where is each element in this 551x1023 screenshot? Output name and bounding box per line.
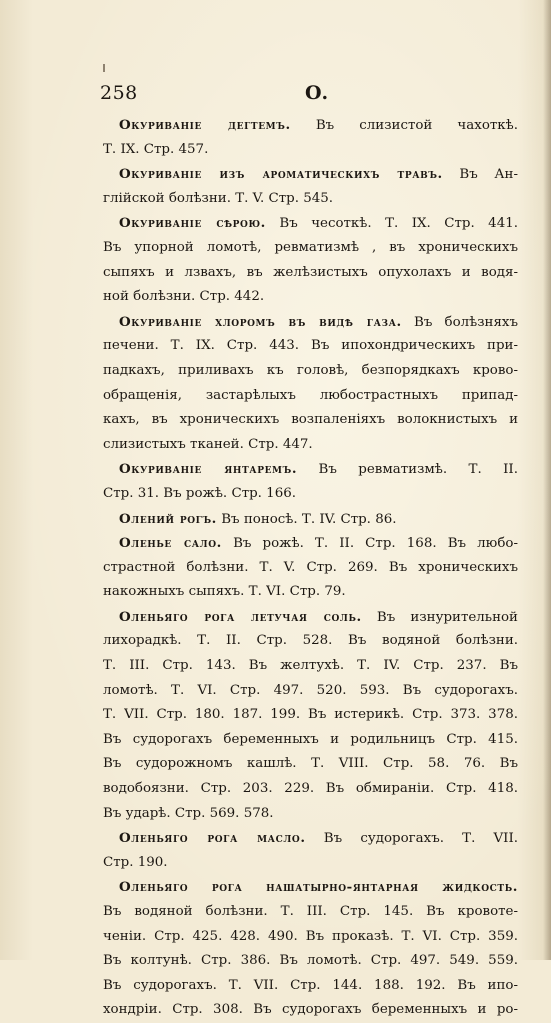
entry-text: Въ поносѣ. Т. IV. Стр. 86. xyxy=(216,511,397,527)
index-entry xyxy=(103,162,518,211)
entry-line xyxy=(103,507,518,532)
entry-line xyxy=(103,531,518,556)
index-entry xyxy=(103,507,518,532)
running-header xyxy=(100,82,520,112)
entry-line xyxy=(103,310,518,335)
entry-text: Въ чесоткѣ. Т. IX. Стр. 441. xyxy=(265,216,518,232)
entry-headword: Оленьяго рога масло. xyxy=(119,830,306,847)
index-text-block xyxy=(103,113,518,1023)
entry-line: Стр. 31. Въ рожѣ. Стр. 166. xyxy=(103,485,297,501)
entry-line: ной болѣзни. Стр. 442. xyxy=(103,289,265,305)
entry-line: Въ упорной ломотѣ, ревматизмѣ , въ хроническихъ xyxy=(103,239,518,255)
entry-line: глійской болѣзни. Т. V. Стр. 545. xyxy=(103,190,334,206)
entry-line: ломотѣ. Т. VI. Стр. 497. 520. 593. Въ судорогахъ. xyxy=(103,682,518,698)
index-entry xyxy=(103,211,518,309)
entry-line: падкахъ, приливахъ къ головѣ, безпорядкахъ крово- xyxy=(103,362,518,378)
entry-line: Въ судорогахъ беременныхъ и родильницъ Стр. 415. xyxy=(103,731,518,747)
entry-text: Въ изнурительной xyxy=(361,609,518,625)
entry-line: Стр. 190. xyxy=(103,854,168,870)
entry-line: Въ судорогахъ. Т. VII. Стр. 144. 188. 192. Въ ипо- xyxy=(103,977,518,993)
entry-line: Т. III. Стр. 143. Въ желтухѣ. Т. IV. Стр. 237. Въ xyxy=(103,658,518,674)
entry-line xyxy=(103,875,518,900)
entry-headword: Оленье сало. xyxy=(119,535,222,552)
entry-headword: Окуриваніе сѣрою. xyxy=(119,215,266,232)
entry-line: ченіи. Стр. 425. 428. 490. Въ проказѣ. Т. VI. Стр. 359. xyxy=(103,928,518,944)
entry-headword: Окуриваніе хлоромъ въ видѣ газа. xyxy=(119,313,402,330)
entry-headword: Оленьяго рога нашатырно-янтарная жидкость. xyxy=(119,879,518,896)
entry-line: Т. IX. Стр. 457. xyxy=(103,141,209,157)
index-entry xyxy=(103,826,518,875)
entry-line: Въ судорожномъ кашлѣ. Т. VIII. Стр. 58. 76. Въ xyxy=(103,756,518,772)
page-edge-shadow xyxy=(543,0,551,960)
entry-line: сыпяхъ и лзвахъ, въ желѣзистыхъ опухолахъ и водя- xyxy=(103,264,518,280)
entry-line: накожныхъ сыпяхъ. Т. VI. Стр. 79. xyxy=(103,584,346,600)
entry-text: Въ слизистой чахоткѣ. xyxy=(290,118,518,133)
entry-line: хондріи. Стр. 308. Въ судорогахъ беременныхъ и ро- xyxy=(103,1002,518,1018)
entry-line: Въ водяной болѣзни. Т. III. Стр. 145. Въ кровоте- xyxy=(103,904,518,919)
entry-text: Въ ревматизмѣ. Т. II. xyxy=(297,462,518,478)
entry-headword: Окуриваніе изъ ароматическихъ травъ. xyxy=(119,166,443,183)
entry-line: печени. Т. IX. Стр. 443. Въ ипохондрическихъ при- xyxy=(103,338,518,354)
entry-headword: Окуриваніе янтаремъ. xyxy=(119,461,298,478)
entry-line: страстной болѣзни. Т. V. Стр. 269. Въ хроническихъ xyxy=(103,559,518,575)
entry-line xyxy=(103,605,518,630)
index-entry xyxy=(103,875,518,1023)
entry-line: водобоязни. Стр. 203. 229. Въ обмираніи. Стр. 418. xyxy=(103,781,518,797)
entry-line: Въ ударѣ. Стр. 569. 578. xyxy=(103,805,274,821)
entry-line: кахъ, въ хроническихъ возпаленіяхъ волокнистыхъ и xyxy=(103,412,518,428)
entry-line xyxy=(103,113,518,138)
entry-text: Въ рожѣ. Т. II. Стр. 168. Въ любо- xyxy=(221,536,518,552)
entry-line: слизистыхъ ткaней. Стр. 447. xyxy=(103,436,313,452)
index-entry xyxy=(103,113,518,162)
entry-line xyxy=(103,211,518,236)
entry-headword: Олений рогъ. xyxy=(119,510,217,527)
index-entry xyxy=(103,531,518,605)
entry-line: лихорадкѣ. Т. II. Стр. 528. Въ водяной болѣзни. xyxy=(103,633,518,649)
entry-text: Въ Ан- xyxy=(442,167,518,183)
entry-text: Въ судорогахъ. Т. VII. xyxy=(305,831,518,847)
entry-line: обращенія, застарѣлыхъ любострастныхъ припад- xyxy=(103,387,518,403)
ink-mark xyxy=(103,64,105,72)
page-number: 258 xyxy=(100,82,138,104)
entry-headword: Окуриваніе дегтемъ. xyxy=(119,117,291,133)
entry-line xyxy=(103,457,518,482)
index-entry xyxy=(103,310,518,458)
index-entry xyxy=(103,457,518,506)
entry-headword: Оленьяго рога летучая соль. xyxy=(119,608,362,625)
entry-line: Въ колтунѣ. Стр. 386. Въ ломотѣ. Стр. 497. 549. 559. xyxy=(103,953,518,969)
entry-line xyxy=(103,162,518,187)
entry-text: Въ болѣзняхъ xyxy=(401,314,519,330)
entry-line xyxy=(103,826,518,851)
entry-line: Т. VII. Стр. 180. 187. 199. Въ истерикѣ. Стр. 373. 378. xyxy=(103,707,518,723)
section-letter: О. xyxy=(305,82,329,104)
index-entry xyxy=(103,605,518,826)
